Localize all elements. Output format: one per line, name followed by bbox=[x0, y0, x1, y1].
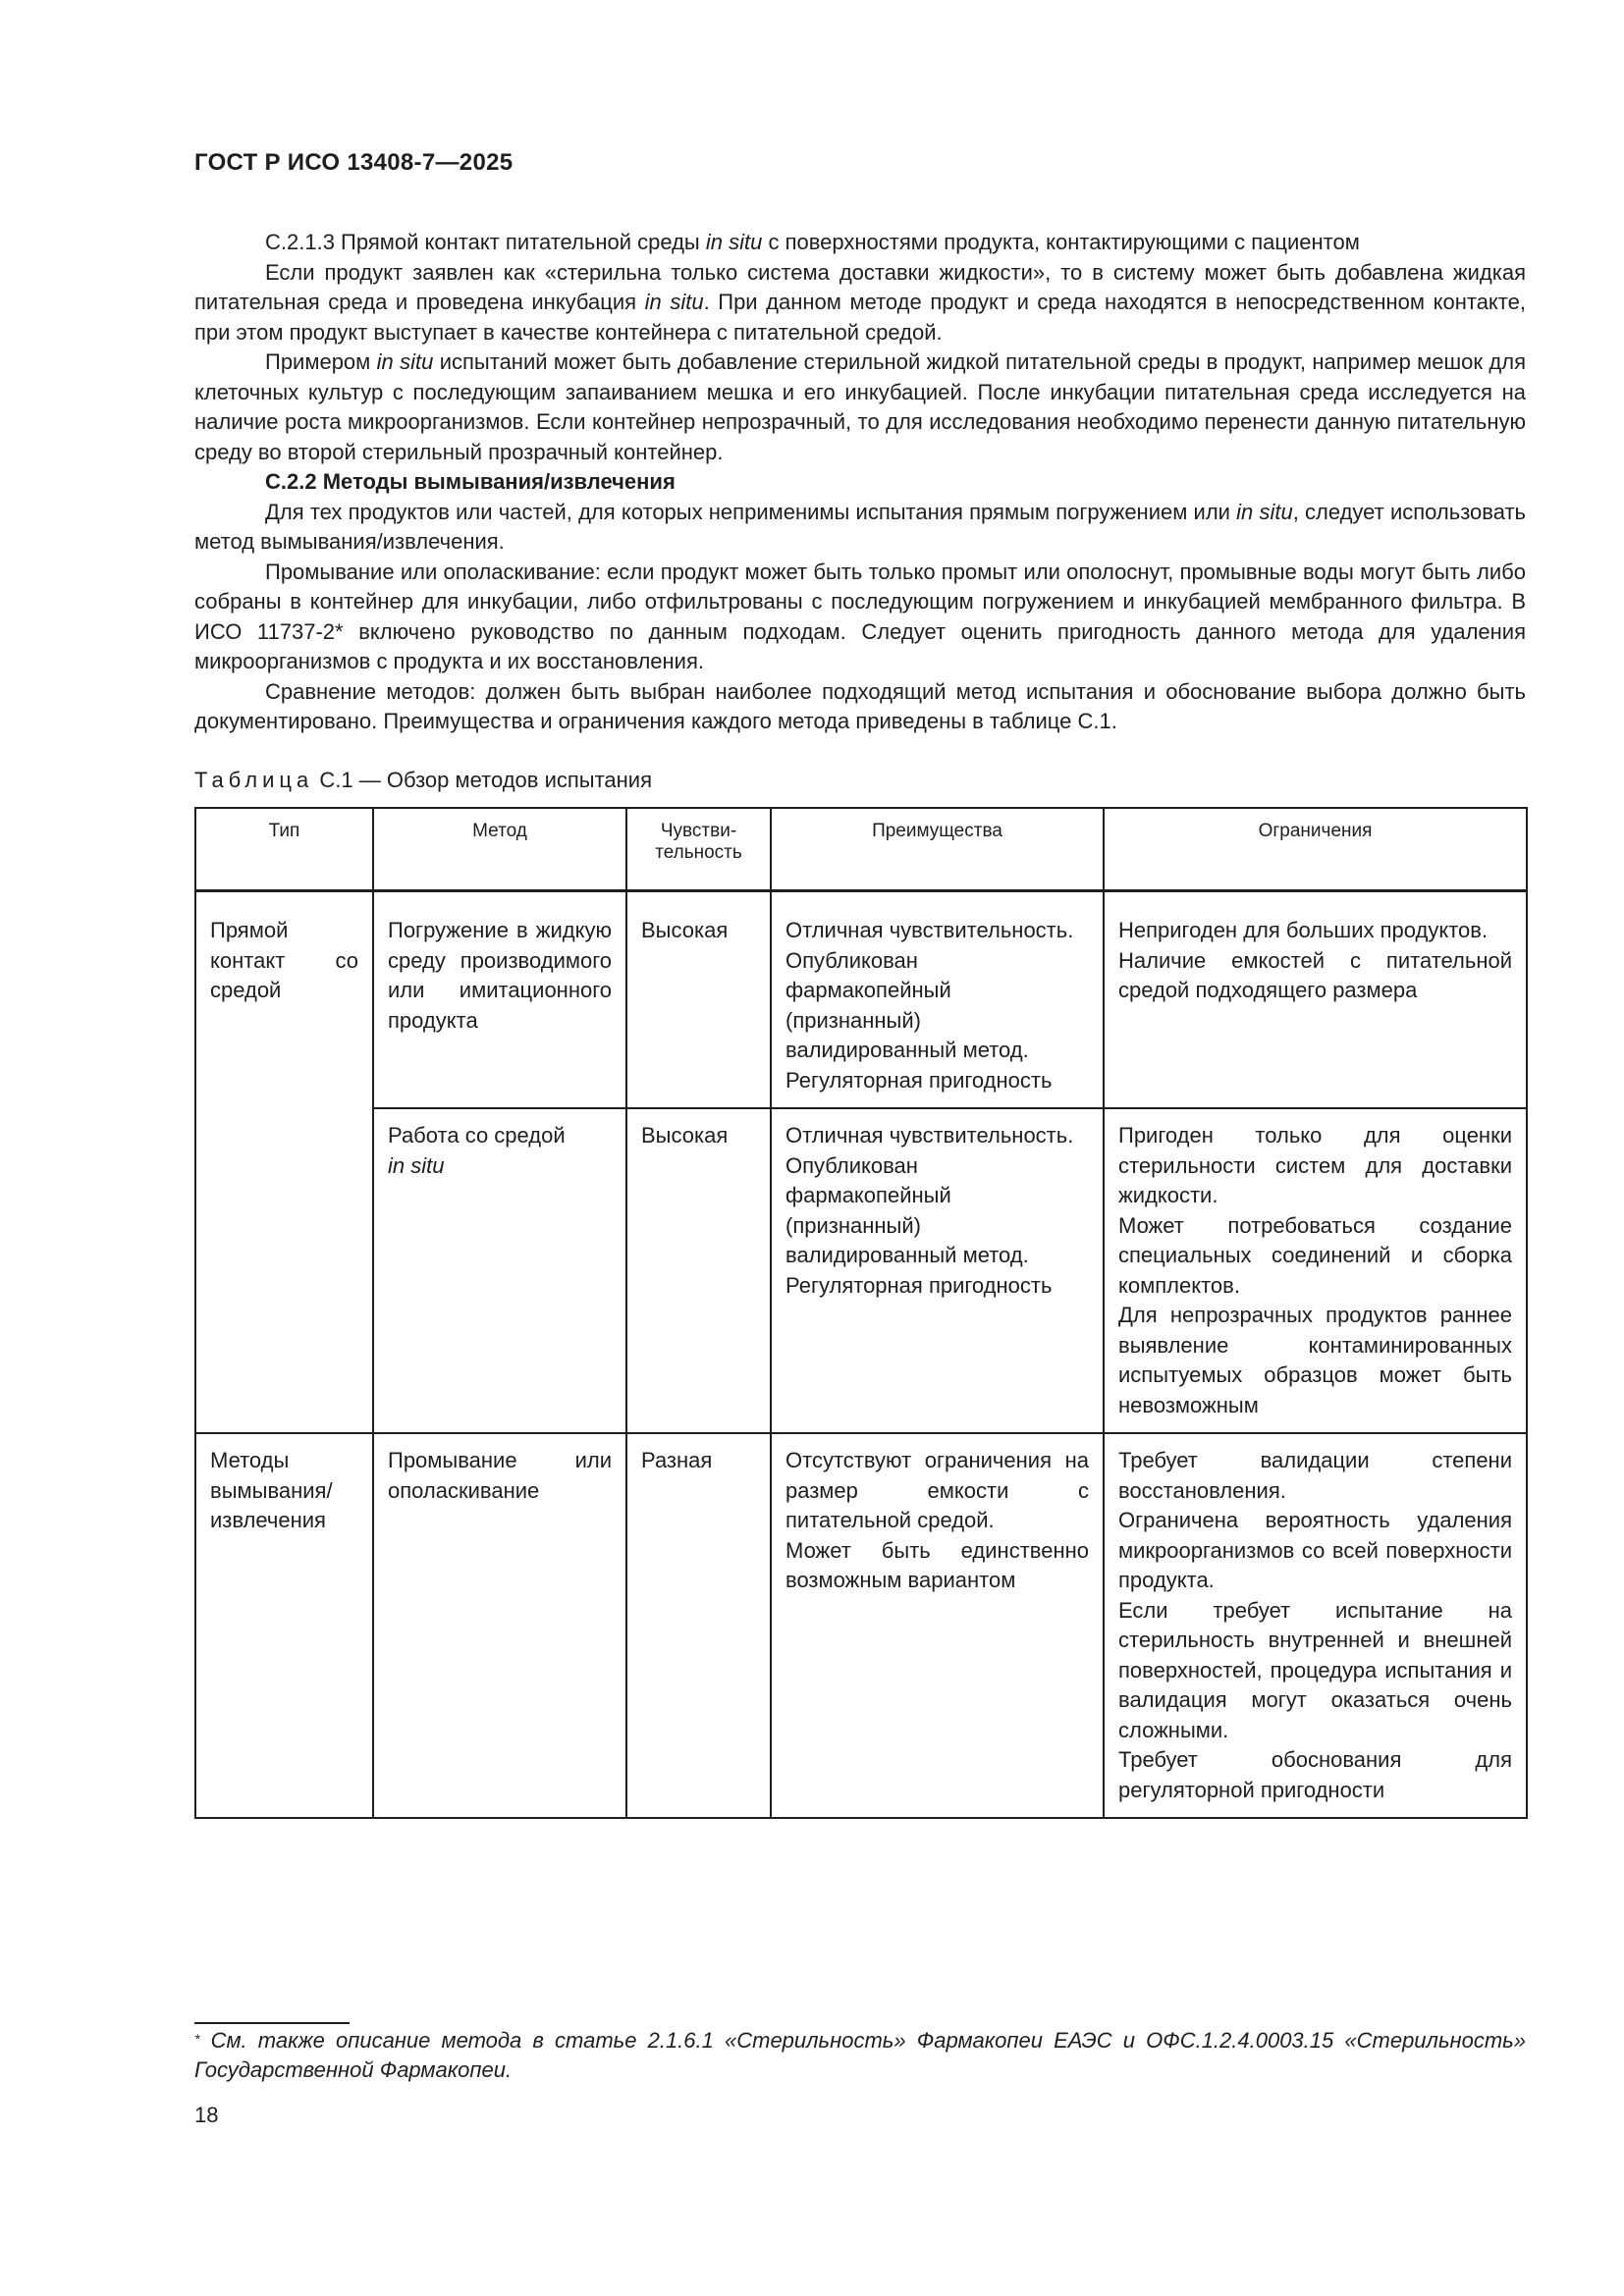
paragraph-rinsing: Промывание или ополаскивание: если продукт может быть только промыт или ополоснут, промывные воды могут быть либо собраны в контейнер для инкубации, либо отфильтрованы с последующим погружением и инкубацией мембранного фильтра. В ИСО 11737-2* включено руководство по данным подходам. Следует оценить пригодность данного метода для удаления микроорганизмов с продукта и их восстановления. bbox=[194, 559, 1526, 673]
table-header-row bbox=[195, 808, 1527, 891]
table-caption: Таблица С.1 — Обзор методов испытания bbox=[194, 768, 653, 792]
sensitivity-cell: Высокая bbox=[626, 1108, 771, 1433]
advantages-cell: Отсутствуют ограничения на размер емкости с питательной средой. Может быть единственно возможным вариантом bbox=[771, 1433, 1104, 1818]
sensitivity-cell: Высокая bbox=[626, 891, 771, 1109]
method-cell: Работа со средой in situ bbox=[373, 1108, 626, 1433]
paragraph-wash-methods: Для тех продуктов или частей, для которых неприменимы испытания прямым погружением или in situ, следует использовать метод вымывания/извлечения. bbox=[194, 499, 1527, 554]
sensitivity-cell: Разная bbox=[626, 1433, 771, 1818]
paragraph-delivery-system: Если продукт заявлен как «стерильна только система доставки жидкости», то в систему может быть добавлена жидкая питательная среда и проведена инкубация in situ. При данном методе продукт и среда находятся в непосредственном контакте, при этом продукт выступает в качестве контейнера с питательной средой. bbox=[194, 259, 1526, 345]
limitations-cell: Пригоден только для оценки стерильности систем для доставки жидкости. Может потребоваться создание специальных соединений и сборка комплектов. Для непрозрачных продуктов раннее выявление контаминированных испытуемых образцов может быть невозможным bbox=[1104, 1108, 1527, 1433]
header-limitations: Ограничения bbox=[1104, 808, 1527, 891]
document-id-header: ГОСТ Р ИСО 13408-7—2025 bbox=[194, 149, 514, 176]
limitations-cell: Непригоден для больших продуктов. Наличие емкостей с питательной средой подходящего размера bbox=[1104, 891, 1527, 1109]
footnote-marker: * bbox=[194, 2031, 200, 2047]
limitations-cell: Требует валидации степени восстановления. Ограничена вероятность удаления микроорганизмов со всей поверхности продукта. Если требует испытание на стерильность внутренней и внешней поверхностей, процедура испытания и валидация могут оказаться очень сложными. Требует обоснования для регуляторной пригодности bbox=[1104, 1433, 1527, 1818]
header-advantages: Преимущества bbox=[771, 808, 1104, 891]
methods-table bbox=[194, 807, 1528, 1819]
table-row bbox=[195, 1108, 1527, 1433]
paragraph-c213: С.2.1.3 Прямой контакт питательной среды in situ с поверхностями продукта, контактирующими с пациентом bbox=[265, 230, 1360, 254]
paragraph-method-comparison: Сравнение методов: должен быть выбран наиболее подходящий метод испытания и обоснование выбора должно быть документировано. Преимущества и ограничения каждого метода приведены в таблице С.1. bbox=[194, 678, 1526, 733]
table-row bbox=[195, 891, 1527, 1109]
clause-number: С.2.1.3 bbox=[265, 230, 335, 254]
type-cell: Прямой контакт со средой bbox=[195, 891, 373, 1434]
header-method: Метод bbox=[373, 808, 626, 891]
type-cell: Методы вымывания/извлечения bbox=[195, 1433, 373, 1818]
method-cell: Погружение в жидкую среду производимого или имитационного продукта bbox=[373, 891, 626, 1109]
page-number: 18 bbox=[194, 2103, 219, 2127]
section-heading-c22: С.2.2 Методы вымывания/извлечения bbox=[265, 469, 676, 494]
table-row bbox=[195, 1433, 1527, 1818]
paragraph-in-situ-example: Примером in situ испытаний может быть добавление стерильной жидкой питательной среды в продукт, например мешок для клеточных культур с последующим запаиванием мешка и его инкубацией. После инкубации питательная среда исследуется на наличие роста микроорганизмов. Если контейнер непрозрачный, то для исследования необходимо перенести данную питательную среду во второй стерильный прозрачный контейнер. bbox=[194, 349, 1526, 464]
header-type: Тип bbox=[195, 808, 373, 891]
footnote: * См. также описание метода в статье 2.1.6.1 «Стерильность» Фармакопеи ЕАЭС и ОФС.1.2.4.0003.15 «Стерильность» Государственной Фармакопеи. bbox=[194, 2028, 1526, 2082]
method-cell: Промывание или ополаскивание bbox=[373, 1433, 626, 1818]
advantages-cell: Отличная чувствительность. Опубликован фармакопейный (признанный) валидированный метод. Регуляторная пригодность bbox=[771, 891, 1104, 1109]
header-sensitivity: Чувстви-тельность bbox=[626, 808, 771, 891]
footnote-divider bbox=[194, 2022, 350, 2024]
body-text bbox=[194, 228, 1526, 737]
advantages-cell: Отличная чувствительность. Опубликован фармакопейный (признанный) валидированный метод. Регуляторная пригодность bbox=[771, 1108, 1104, 1433]
